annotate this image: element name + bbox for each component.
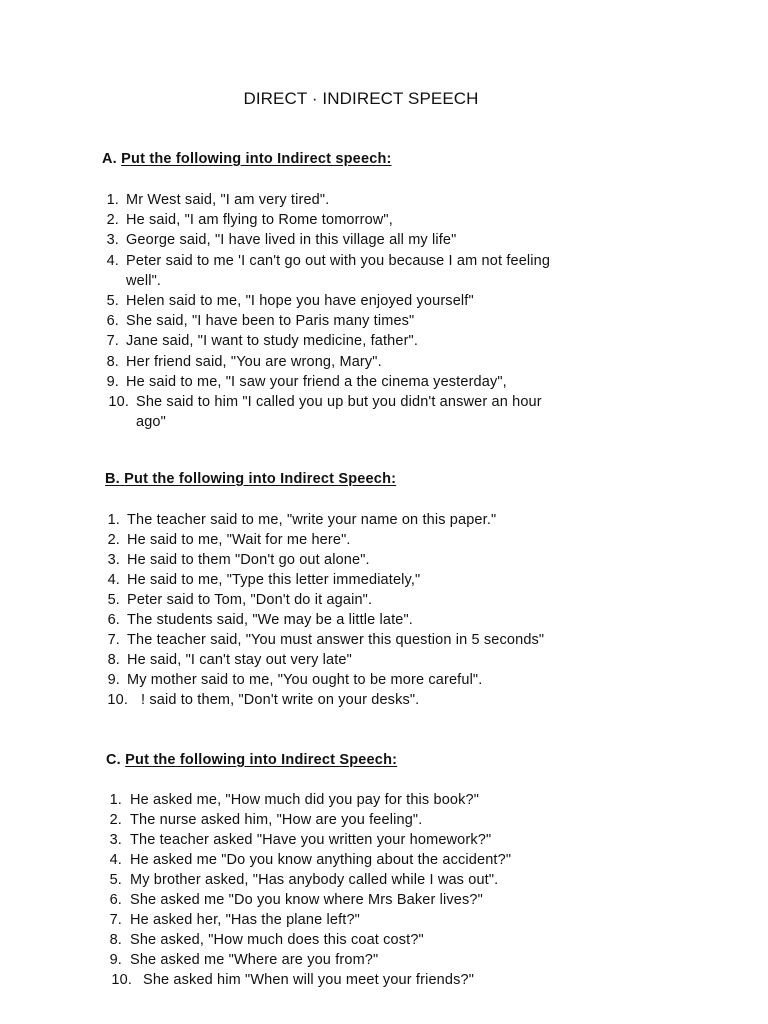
list-item [0, 510, 768, 530]
section-b-title-text: Put the following into Indirect Speech: [124, 471, 397, 487]
list-item [0, 230, 768, 250]
page-title: DIRECT · INDIRECT SPEECH [243, 89, 479, 108]
item-text: He said to me, "I saw your friend a the cinema yesterday", [126, 373, 507, 390]
item-number: 10. [111, 972, 132, 988]
list-item [0, 850, 768, 870]
item-text: The teacher said to me, "write your name on this paper." [127, 512, 497, 528]
item-text: Mr West said, "I am very tired". [126, 192, 330, 208]
section-a-letter: A. [102, 151, 117, 167]
item-text: George said, "I have lived in this village all my life" [126, 232, 457, 249]
item-text: He said to me, "Wait for me here". [127, 532, 351, 548]
item-text: The students said, "We may be a little late". [127, 612, 413, 628]
item-number: 5. [106, 293, 119, 309]
item-text: She asked, "How much does this coat cost?" [130, 932, 424, 948]
item-text: My mother said to me, "You ought to be more careful". [127, 672, 483, 688]
list-item [0, 550, 768, 570]
item-number: 2. [107, 532, 120, 548]
list-item [0, 372, 768, 392]
item-number: 4. [109, 852, 122, 868]
item-number: 5. [107, 592, 120, 608]
list-item [0, 650, 768, 670]
item-number: 4. [107, 572, 120, 588]
item-number: 6. [107, 612, 120, 628]
item-text: ! said to them, "Don't write on your desks". [141, 692, 420, 708]
item-number: 5. [109, 872, 122, 888]
item-text: Peter said to me 'I can't go out with you because I am not feeling [126, 252, 551, 269]
list-item [0, 352, 768, 372]
list-item [0, 830, 768, 850]
item-text: He said to me, "Type this letter immediately," [127, 572, 421, 588]
item-text: She said, "I have been to Paris many times" [126, 313, 415, 330]
item-text-continuation: well". [126, 272, 162, 289]
list-item [0, 190, 768, 210]
list-item [0, 670, 768, 690]
list-item [0, 810, 768, 830]
list-item [0, 331, 768, 351]
item-text: The teacher said, "You must answer this question in 5 seconds" [127, 632, 545, 648]
item-number: 2. [106, 212, 119, 229]
section-b-heading [105, 471, 396, 487]
item-text: He asked me, "How much did you pay for this book?" [130, 792, 480, 808]
item-text: She asked me "Do you know where Mrs Baker lives?" [130, 892, 483, 908]
list-item [0, 210, 768, 230]
item-text: He asked me "Do you know anything about the accident?" [130, 852, 512, 868]
section-a-title: Put the following into Indirect speech: [121, 151, 392, 167]
list-item [0, 690, 768, 710]
item-text: She said to him "I called you up but you didn't answer an hour [136, 394, 542, 410]
list-item [0, 291, 768, 311]
item-number: 1. [107, 512, 120, 528]
item-number: 8. [109, 932, 122, 948]
list-item [0, 392, 768, 432]
list-item [0, 570, 768, 590]
item-number: 9. [107, 672, 120, 688]
list-item [0, 950, 768, 970]
item-text: She asked him "When will you meet your friends?" [143, 972, 474, 988]
section-b-letter: B. [105, 471, 120, 487]
section-c-letter: C. [106, 752, 121, 768]
list-item [0, 970, 768, 990]
item-text: Her friend said, "You are wrong, Mary". [126, 353, 382, 370]
item-text: He said, "I can't stay out very late" [127, 652, 352, 668]
section-b-title [105, 471, 396, 487]
list-item [0, 630, 768, 650]
section-c-heading [106, 752, 397, 768]
item-number: 7. [109, 912, 122, 928]
list-item [0, 910, 768, 930]
item-text: The nurse asked him, "How are you feeling". [130, 812, 423, 828]
item-number: 7. [107, 632, 120, 648]
item-text: Peter said to Tom, "Don't do it again". [127, 592, 373, 608]
item-number: 6. [109, 892, 122, 908]
item-text: He asked her, "Has the plane left?" [130, 912, 360, 928]
item-text: He said to them "Don't go out alone". [127, 552, 370, 568]
list-item [0, 930, 768, 950]
item-text: She asked me "Where are you from?" [130, 952, 379, 968]
list-item [0, 530, 768, 550]
list-item [0, 251, 768, 291]
item-number: 8. [106, 353, 119, 370]
list-item [0, 790, 768, 810]
item-text: Helen said to me, "I hope you have enjoyed yourself" [126, 293, 474, 309]
item-number: 7. [106, 333, 119, 350]
item-text: Jane said, "I want to study medicine, father". [126, 333, 419, 350]
item-number: 1. [106, 192, 119, 208]
item-number: 3. [106, 232, 119, 249]
item-number: 10. [108, 394, 129, 410]
item-text: The teacher asked "Have you written your homework?" [130, 832, 492, 848]
item-number: 9. [109, 952, 122, 968]
item-number: 2. [109, 812, 122, 828]
item-text-continuation: ago" [136, 414, 166, 431]
item-text: My brother asked, "Has anybody called while I was out". [130, 872, 499, 888]
item-number: 8. [107, 652, 120, 668]
item-number: 3. [109, 832, 122, 848]
section-a-heading [102, 151, 392, 167]
list-item [0, 890, 768, 910]
item-number: 3. [107, 552, 120, 568]
item-number: 4. [106, 252, 119, 269]
section-c-title: Put the following into Indirect Speech: [125, 752, 398, 768]
list-item [0, 870, 768, 890]
list-item [0, 610, 768, 630]
item-number: 6. [106, 313, 119, 330]
item-number: 10. [107, 692, 128, 708]
list-item [0, 590, 768, 610]
list-item [0, 311, 768, 331]
item-text: He said, "I am flying to Rome tomorrow", [126, 212, 393, 229]
item-number: 9. [106, 373, 119, 390]
item-number: 1. [109, 792, 122, 808]
